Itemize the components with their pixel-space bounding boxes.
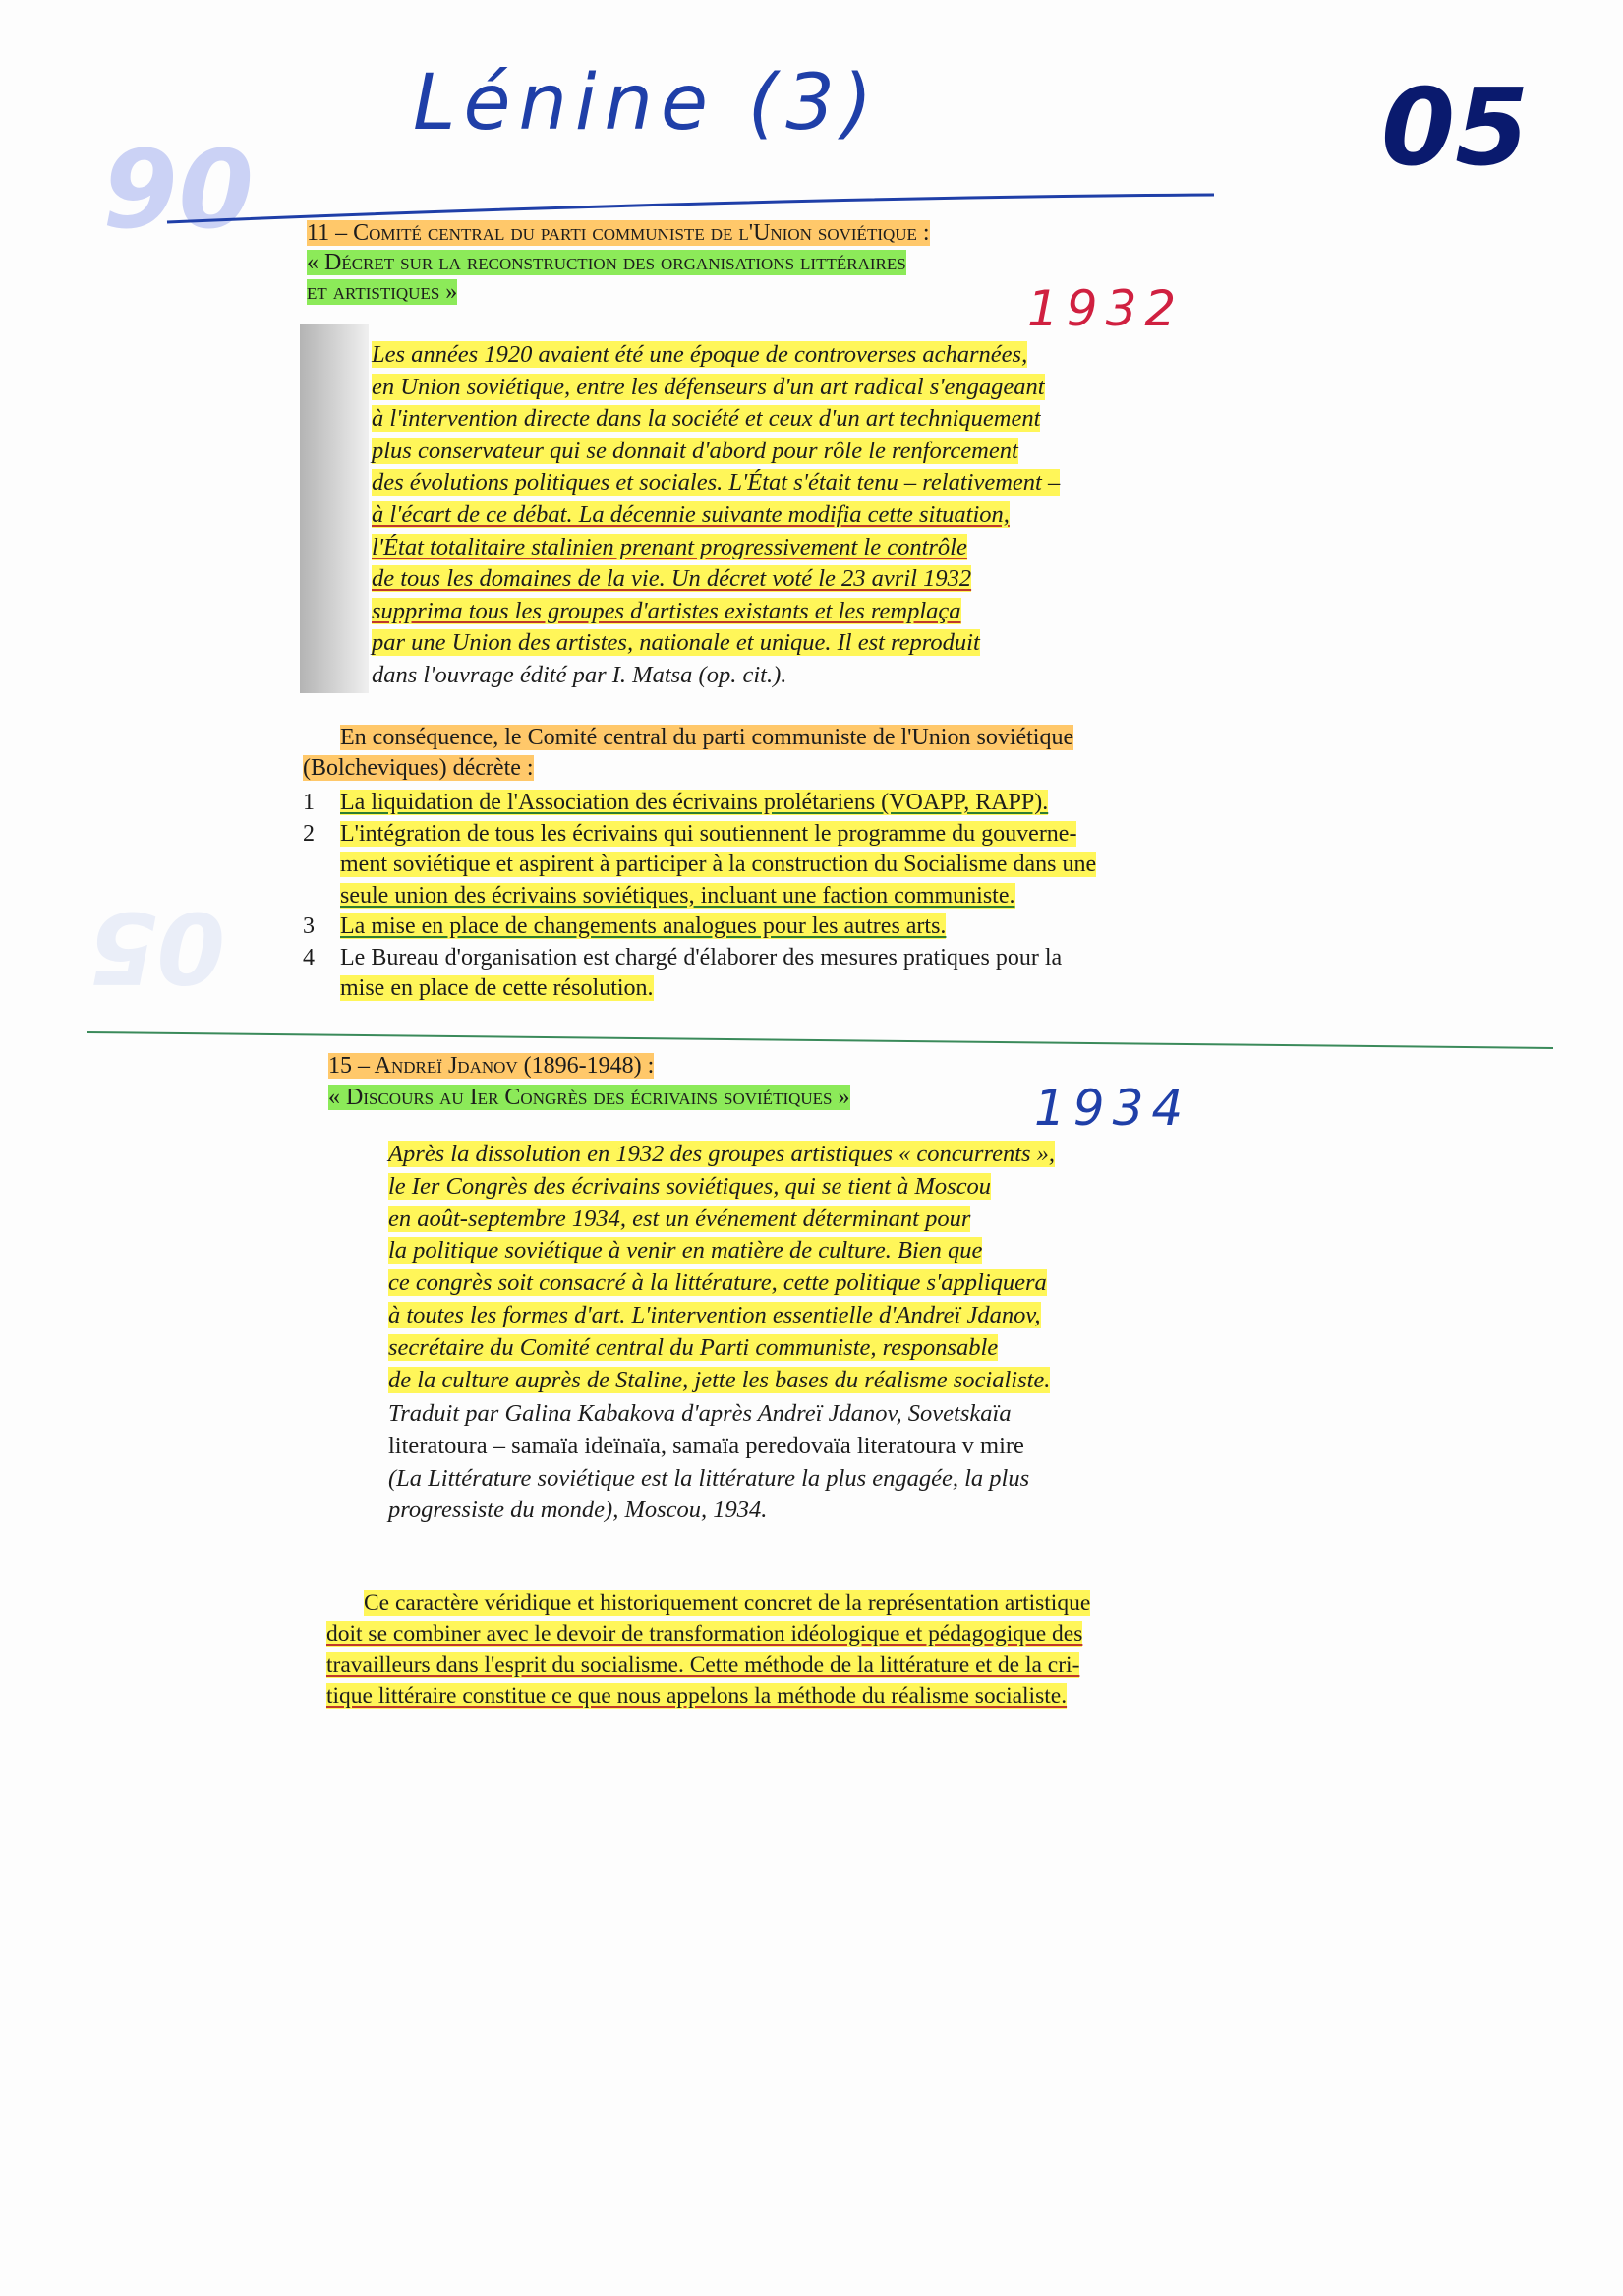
decree-item-2 xyxy=(303,819,1096,913)
heading-line: « Discours au Ier Congrès des écrivains soviétiques » xyxy=(328,1085,850,1110)
page-number-stamp: 05 xyxy=(1381,67,1530,190)
scan-shadow xyxy=(300,324,369,693)
intro-line: ce congrès soit consacré à la littérature, cette politique s'appliquera xyxy=(388,1269,1047,1297)
lead-line: En conséquence, le Comité central du parti communiste de l'Union soviétique xyxy=(340,725,1074,750)
section-15-source xyxy=(388,1398,1029,1527)
item-line: La liquidation de l'Association des écrivains prolétariens (VOAPP, RAPP). xyxy=(340,790,1049,815)
faded-number-mid: 05 xyxy=(88,890,226,1005)
item-line: seule union des écrivains soviétiques, incluant une faction communiste. xyxy=(340,882,1015,909)
intro-line: l'État totalitaire stalinien prenant progressivement le contrôle xyxy=(372,533,967,560)
intro-line: des évolutions politiques et sociales. L'État s'était tenu – relativement – xyxy=(372,469,1061,497)
intro-line: par une Union des artistes, nationale et unique. Il est reproduit xyxy=(372,629,980,657)
item-line: La mise en place de changements analogues pour les autres arts. xyxy=(340,913,947,939)
handwritten-year-1934: 1934 xyxy=(1034,1080,1191,1137)
intro-line: en août-septembre 1934, est un événement déterminant pour xyxy=(388,1205,971,1232)
intro-line: Les années 1920 avaient été une époque de controverses acharnées, xyxy=(372,341,1028,368)
section-15-heading xyxy=(328,1050,850,1113)
section-15-intro xyxy=(388,1139,1055,1396)
item-line: mise en place de cette résolution. xyxy=(340,975,654,1001)
intro-line: en Union soviétique, entre les défenseurs d'un art radical s'engageant xyxy=(372,373,1045,400)
decree-lead xyxy=(303,723,1073,784)
heading-line: 11 – Comité central du parti communiste de l'Union soviétique : xyxy=(307,220,930,246)
item-number: 1 xyxy=(303,790,315,815)
item-line: Le Bureau d'organisation est chargé d'élaborer des mesures pratiques pour la xyxy=(340,944,1063,971)
quote-line: tique littéraire constitue ce que nous appelons la méthode du réalisme socialiste. xyxy=(326,1682,1068,1709)
intro-line: plus conservateur qui se donnait d'abord pour rôle le renforcement xyxy=(372,437,1018,464)
intro-line: dans l'ouvrage édité par I. Matsa (op. cit.). xyxy=(372,661,787,688)
intro-line: la politique soviétique à venir en matière de culture. Bien que xyxy=(388,1237,983,1265)
handwritten-year-1932: 1932 xyxy=(1027,280,1185,337)
source-line: Traduit par Galina Kabakova d'après Andreï Jdanov, Sovetskaïa xyxy=(388,1400,1012,1427)
faded-number-top: 06 xyxy=(103,123,255,249)
decree-item-3 xyxy=(303,912,1096,943)
heading-line: « Décret sur la reconstruction des organisations littéraires xyxy=(307,250,906,275)
intro-line: supprima tous les groupes d'artistes existants et les remplaça xyxy=(372,597,961,624)
source-line: progressiste du monde), Moscou, 1934. xyxy=(388,1497,768,1524)
item-number: 2 xyxy=(303,820,315,847)
item-line: L'intégration de tous les écrivains qui soutiennent le programme du gouverne- xyxy=(340,820,1077,847)
section-11-intro xyxy=(372,339,1060,692)
intro-line: secrétaire du Comité central du Parti communiste, responsable xyxy=(388,1333,999,1361)
item-number: 4 xyxy=(303,944,315,971)
quote-line: doit se combiner avec le devoir de transformation idéologique et pédagogique des xyxy=(326,1620,1083,1647)
handwritten-title: Lénine (3) xyxy=(413,59,881,147)
source-line: literatoura – samaïa ideïnaïa, samaïa peredovaïa literatoura v mire xyxy=(388,1432,1024,1459)
quote-line: travailleurs dans l'esprit du socialisme. Cette méthode de la littérature et de la cri- xyxy=(326,1652,1080,1678)
item-line: ment soviétique et aspirent à participer à la construction du Socialisme dans une xyxy=(340,852,1097,877)
intro-line: le Ier Congrès des écrivains soviétiques, qui se tient à Moscou xyxy=(388,1172,992,1200)
intro-line: à l'intervention directe dans la société et ceux d'un art techniquement xyxy=(372,405,1041,433)
intro-line: Après la dissolution en 1932 des groupes artistiques « concurrents », xyxy=(388,1141,1056,1167)
quote-line: Ce caractère véridique et historiquement concret de la représentation artistique xyxy=(364,1590,1091,1616)
intro-line: de tous les domaines de la vie. Un décret voté le 23 avril 1932 xyxy=(372,565,972,593)
item-number: 3 xyxy=(303,913,315,939)
section-11-heading xyxy=(307,218,930,307)
intro-line: à l'écart de ce débat. La décennie suivante modifia cette situation, xyxy=(372,500,1010,528)
decree-list xyxy=(303,788,1096,1005)
intro-line: à toutes les formes d'art. L'intervention essentielle d'Andreï Jdanov, xyxy=(388,1301,1041,1328)
heading-line: 15 – Andreï Jdanov (1896-1948) : xyxy=(328,1053,655,1079)
lead-line: (Bolcheviques) décrète : xyxy=(303,755,534,781)
decree-item-1 xyxy=(303,788,1096,819)
intro-line: de la culture auprès de Staline, jette les bases du réalisme socialiste. xyxy=(388,1366,1051,1393)
decree-item-4 xyxy=(303,943,1096,1005)
heading-line: et artistiques » xyxy=(307,279,458,305)
jdanov-quote xyxy=(326,1588,1090,1712)
source-line: (La Littérature soviétique est la littérature la plus engagée, la plus xyxy=(388,1464,1030,1492)
